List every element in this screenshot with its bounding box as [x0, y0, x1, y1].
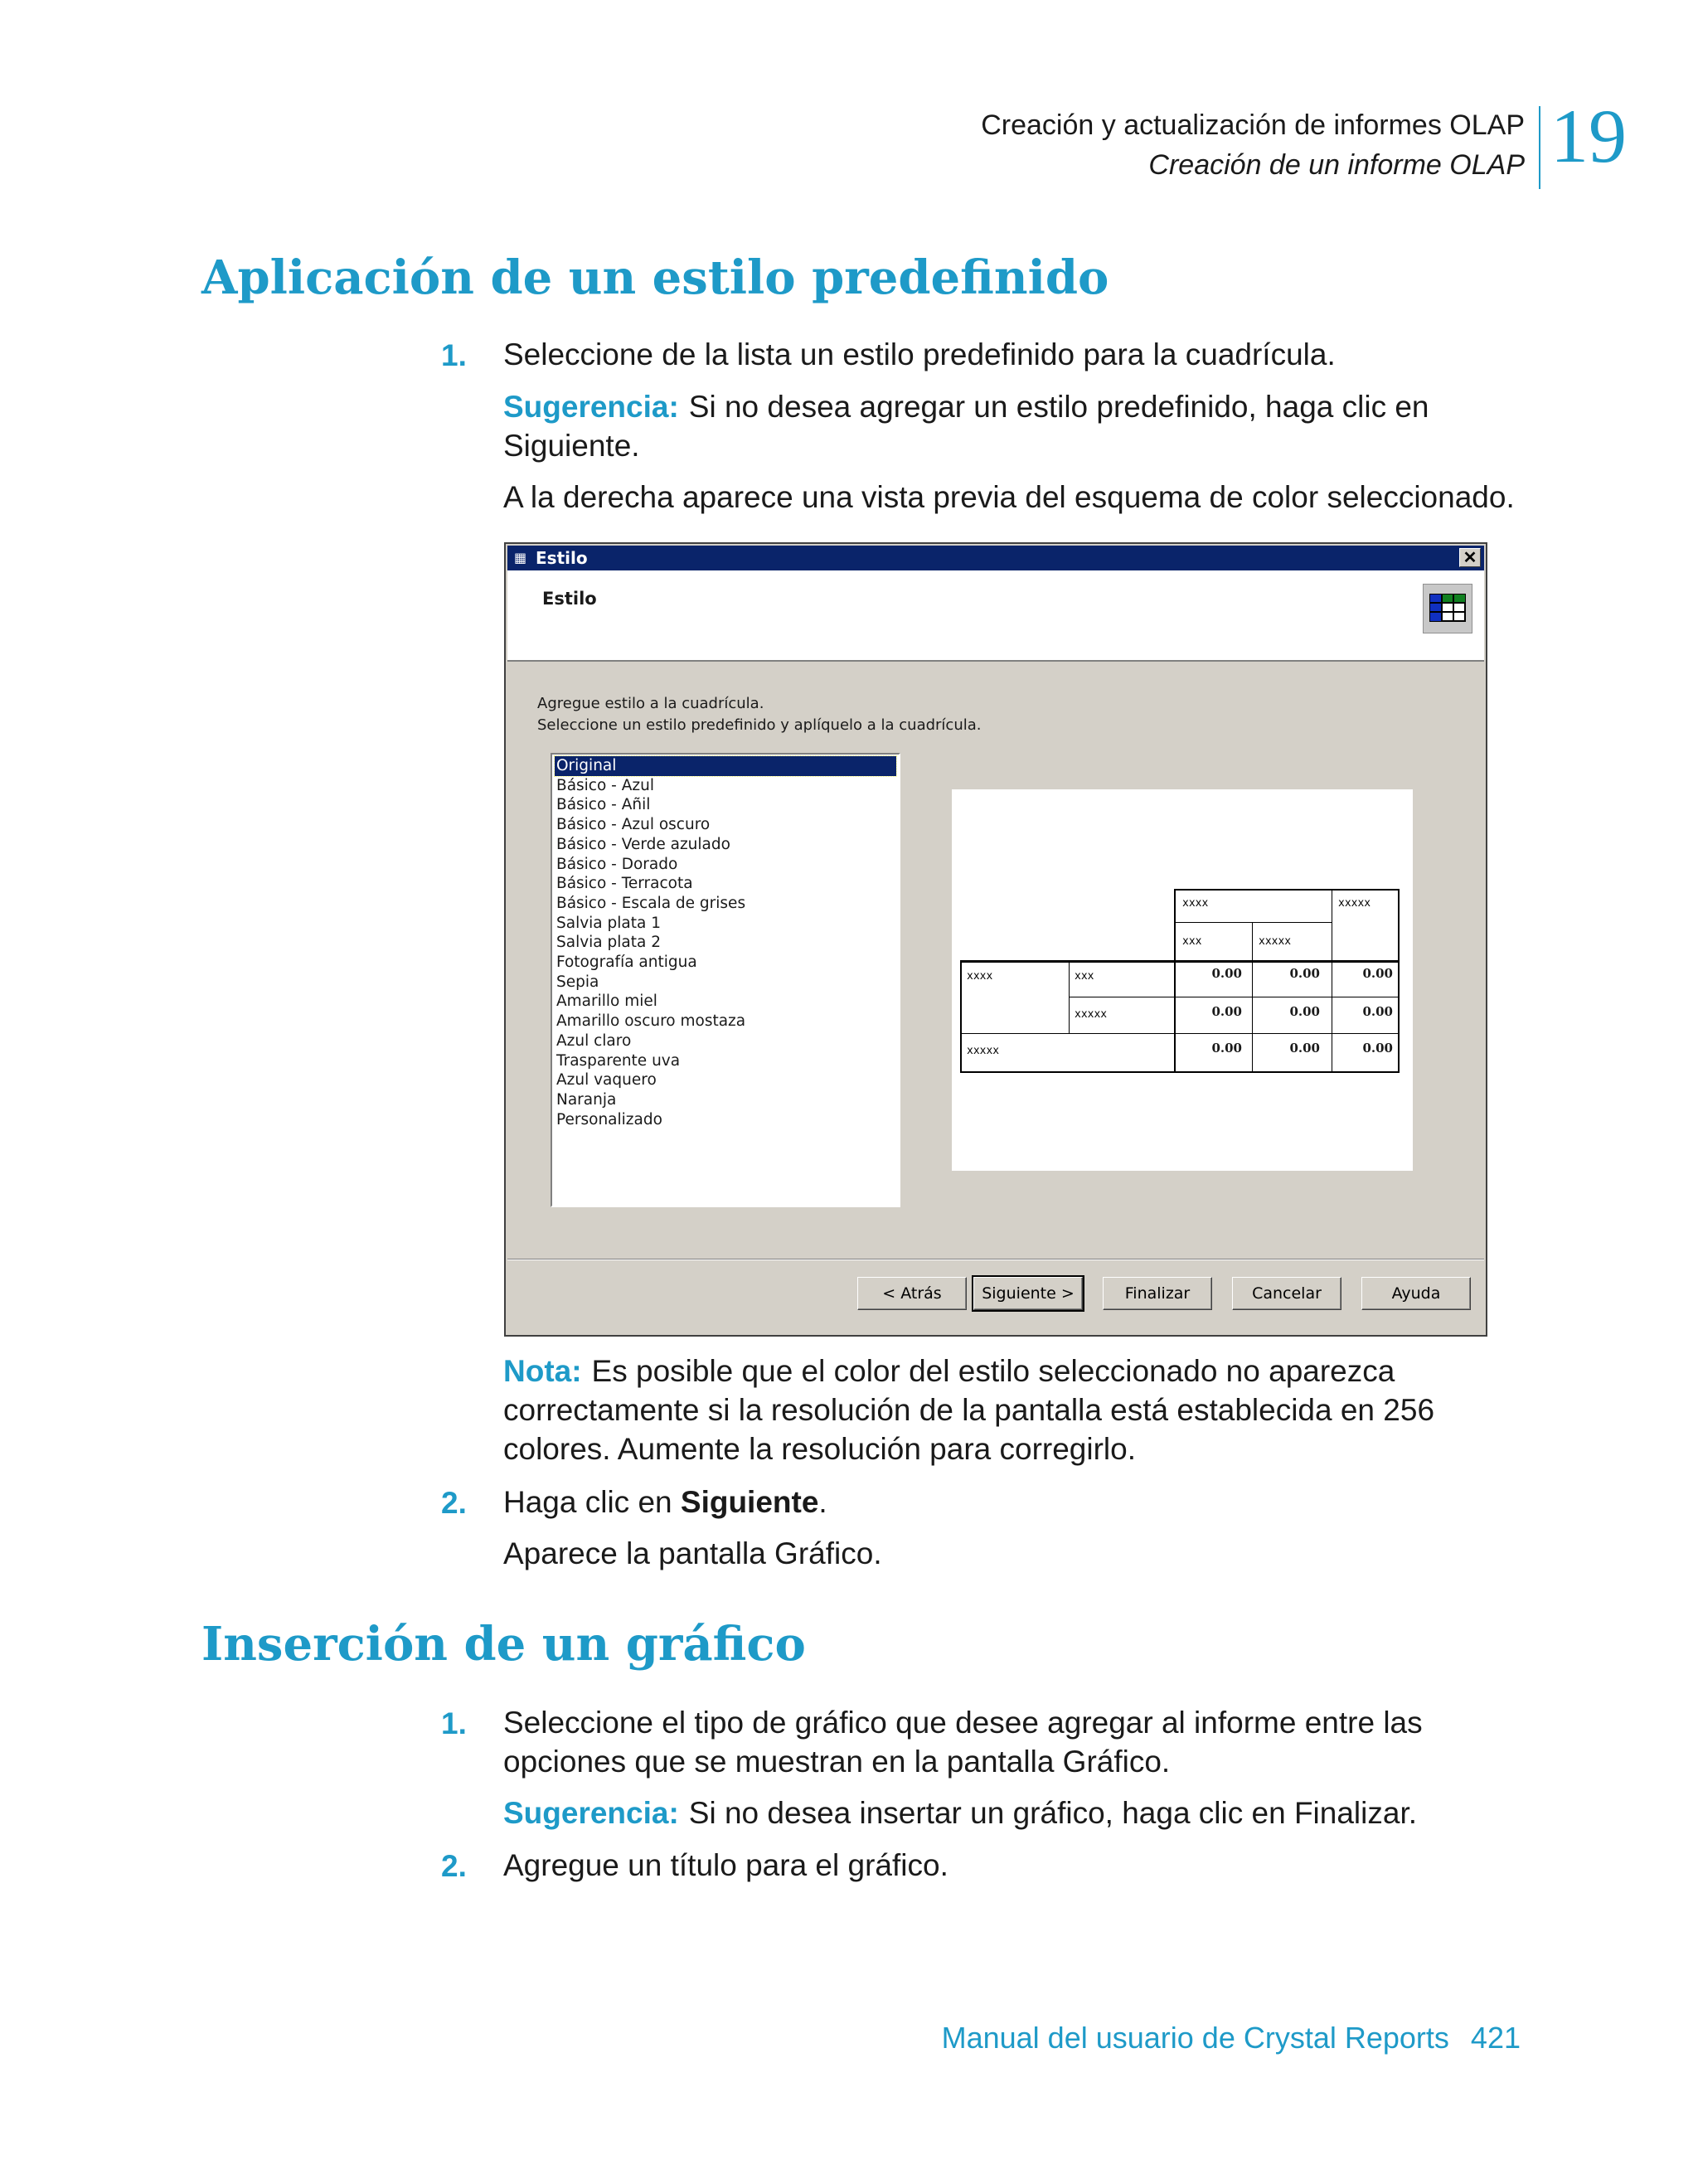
instruction-text: Agregue estilo a la cuadrícula.	[537, 695, 764, 712]
preview-value: 0.00	[1211, 966, 1242, 981]
footer-title: Manual del usuario de Crystal Reports	[941, 2021, 1449, 2055]
running-header-section: Creación de un informe OLAP	[1148, 149, 1525, 181]
preview-value: 0.00	[1289, 1004, 1320, 1019]
tip-text: Si no desea agregar un estilo predefinido, haga clic en Siguiente.	[503, 390, 1429, 463]
style-list-item[interactable]: Naranja	[556, 1090, 617, 1109]
preview-value: 0.00	[1289, 1041, 1320, 1056]
preview-sub-header: xxx	[1182, 935, 1202, 948]
step-text: Seleccione el tipo de gráfico que desee agregar al informe entre las opciones que se muestran en la pantalla Gráfico.	[503, 1706, 1423, 1779]
dialog-page-title: Estilo	[542, 589, 597, 609]
step-text: Seleccione de la lista un estilo predefinido para la cuadrícula.	[503, 337, 1336, 371]
back-button[interactable]: < Atrás	[857, 1277, 967, 1310]
dialog-titlebar[interactable]	[507, 546, 1484, 570]
dialog-header-panel	[507, 570, 1484, 662]
style-list-item[interactable]: Básico - Dorado	[556, 855, 678, 873]
next-button[interactable]: Siguiente >	[973, 1277, 1083, 1310]
section-heading-style: Aplicación de un estilo predefinido	[201, 250, 1109, 305]
style-list-item[interactable]: Azul claro	[556, 1031, 632, 1050]
style-list-item[interactable]: Básico - Azul oscuro	[556, 816, 711, 834]
preview-value: 0.00	[1211, 1041, 1242, 1056]
style-list-item[interactable]: Azul vaquero	[556, 1071, 657, 1090]
body-paragraph: A la derecha aparece una vista previa del esquema de color seleccionado.	[503, 480, 1515, 514]
step-result: Aparece la pantalla Gráfico.	[503, 1536, 882, 1570]
preview-column-header: xxxxx	[1338, 897, 1371, 910]
style-list-item[interactable]: Salvia plata 2	[556, 934, 661, 952]
style-list-item[interactable]: Básico - Azul	[556, 776, 654, 794]
style-list-item[interactable]: Básico - Escala de grises	[556, 894, 746, 912]
grid-style-icon	[1423, 584, 1472, 633]
preview-value: 0.00	[1362, 966, 1393, 981]
help-button[interactable]: Ayuda	[1361, 1277, 1471, 1310]
step-text-part: Haga clic en	[503, 1485, 681, 1519]
style-list-item[interactable]: Amarillo miel	[556, 993, 657, 1011]
page-number: 421	[1470, 2021, 1521, 2055]
step-number: 2.	[441, 1849, 467, 1883]
note-paragraph	[503, 1352, 1540, 1468]
instruction-text: Seleccione un estilo predefinido y aplíquelo a la cuadrícula.	[537, 716, 982, 734]
preview-value: 0.00	[1289, 966, 1320, 981]
close-icon[interactable]: ✕	[1459, 548, 1481, 567]
preview-value: 0.00	[1362, 1041, 1393, 1056]
app-window-icon: ▦	[514, 550, 527, 565]
style-list-item[interactable]: Original	[555, 756, 896, 776]
style-preview	[952, 789, 1413, 1171]
page-footer	[942, 2021, 1521, 2055]
preview-column-header: xxxx	[1182, 897, 1209, 910]
step-text: Agregue un título para el gráfico.	[503, 1848, 948, 1882]
preview-sub-header: xxxxx	[1259, 935, 1292, 948]
step-number: 1.	[441, 1706, 467, 1740]
style-list-item[interactable]: Salvia plata 1	[556, 914, 661, 932]
note-label: Nota:	[503, 1354, 582, 1388]
style-list-item[interactable]: Básico - Verde azulado	[556, 835, 730, 853]
tip-paragraph	[503, 387, 1540, 465]
step-keyword: Siguiente	[680, 1485, 819, 1519]
tip-paragraph	[503, 1793, 1540, 1832]
style-list-item[interactable]: Trasparente uva	[556, 1051, 681, 1070]
section-heading-chart: Inserción de un gráfico	[201, 1617, 806, 1672]
style-list-item[interactable]: Básico - Terracota	[556, 875, 693, 893]
finish-button[interactable]: Finalizar	[1103, 1277, 1212, 1310]
preview-row-header: xxxxx	[1075, 1008, 1108, 1021]
style-list-item[interactable]: Personalizado	[556, 1110, 662, 1128]
preview-value: 0.00	[1362, 1004, 1393, 1019]
running-header-chapter: Creación y actualización de informes OLAP	[981, 109, 1525, 141]
dialog-divider	[507, 1259, 1484, 1260]
header-divider	[1539, 106, 1540, 189]
style-dialog	[504, 542, 1487, 1337]
preview-row-header: xxx	[1075, 970, 1094, 983]
style-list-item[interactable]: Sepia	[556, 973, 599, 991]
tip-label: Sugerencia:	[503, 1796, 679, 1830]
step-text	[503, 1483, 1540, 1522]
preview-row-header: xxxx	[967, 970, 993, 983]
style-list-item[interactable]: Básico - Añil	[556, 796, 651, 814]
preview-row-header: xxxxx	[967, 1045, 1000, 1057]
style-list-item[interactable]: Fotografía antigua	[556, 954, 697, 972]
step-number: 2.	[441, 1486, 467, 1520]
note-text: Es posible que el color del estilo seleccionado no aparezca correctamente si la resolución de la pantalla está establecida en 256 colores. Aumente la resolución para corregirlo.	[503, 1354, 1435, 1466]
style-list-item[interactable]: Amarillo oscuro mostaza	[556, 1012, 746, 1031]
style-listbox[interactable]	[551, 753, 900, 1207]
step-text-part: .	[818, 1485, 827, 1519]
tip-text: Si no desea insertar un gráfico, haga clic en Finalizar.	[688, 1796, 1418, 1830]
preview-value: 0.00	[1211, 1004, 1242, 1019]
chapter-number: 19	[1550, 94, 1627, 178]
step-number: 1.	[441, 338, 467, 372]
tip-label: Sugerencia:	[503, 390, 679, 424]
cancel-button[interactable]: Cancelar	[1232, 1277, 1341, 1310]
dialog-window-title: Estilo	[536, 548, 588, 568]
